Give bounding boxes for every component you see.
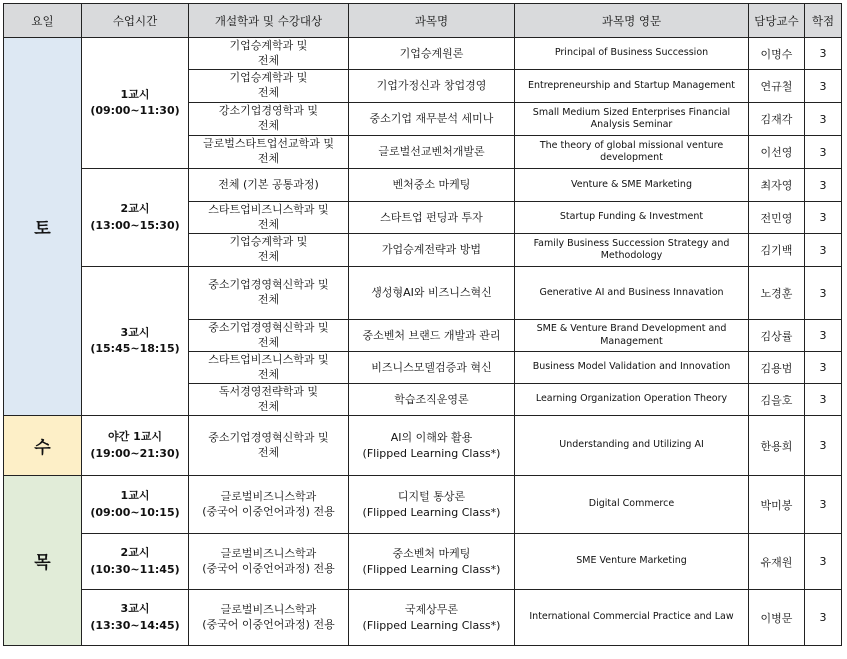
dept-cell-text: 전체 [257,53,280,67]
dept-cell-text: 중소기업경영혁신학과 및 [208,320,329,334]
header-professor: 담당교수 [749,4,805,38]
credit-cell-text: 3 [819,329,827,342]
time-slot [82,476,189,534]
course-name-cell-text: 중소벤처 마케팅 [392,546,471,560]
dept-cell-text: 전체 [257,86,280,99]
dept-cell [189,267,349,320]
course-name-cell-text: 벤처중소 마케팅 [392,178,471,192]
course-name-cell-text: 생성형AI와 비즈니스혁신 [371,286,492,300]
table-row [4,590,842,646]
dept-cell-text: (중국어 이중언어과정) 전용 [202,617,335,631]
dept-cell-text: 독서경영전략학과 및 [218,384,319,398]
course-english-cell-text: Venture & SME Marketing [571,178,692,190]
professor-cell-text: 김을호 [760,393,793,407]
course-name-cell [349,320,515,352]
dept-cell-text: 전체 [257,152,280,165]
header-course-english: 과목명 영문 [515,4,749,38]
day-saturday: 토 [4,38,82,416]
course-name-cell-text: AI의 이해와 활용 [390,430,473,444]
header-course: 과목명 [349,4,515,38]
dept-cell-text: (중국어 이중언어과정) 전용 [202,504,335,518]
dept-cell [189,476,349,534]
dept-cell-text: 기업승계학과 및 [229,38,308,52]
credit-cell-text: 3 [819,243,827,257]
course-english-cell-text: The theory of global missional venture [539,139,724,151]
course-name-cell [349,476,515,534]
professor-cell [749,416,805,476]
table-row [4,476,842,534]
time-range: (13:00~15:30) [90,218,180,232]
dept-cell [189,70,349,103]
credit-cell [805,103,842,136]
day-thursday: 목 [4,476,82,646]
credit-cell-text: 3 [819,211,827,224]
course-english-cell-text: Entrepreneurship and Startup Management [527,79,736,91]
professor-cell [749,534,805,590]
credit-cell-text: 3 [819,145,827,159]
dept-cell-text: 전체 [257,250,280,263]
credit-cell [805,267,842,320]
time-range: (13:30~14:45) [90,618,180,632]
table-row [4,169,842,202]
time-label: 3교시 [120,325,150,339]
table-row [4,534,842,590]
credit-cell-text: 3 [819,555,827,568]
course-name-cell [349,590,515,646]
credit-cell [805,384,842,416]
credit-cell [805,38,842,70]
course-english-cell-text: development [600,152,663,163]
time-label: 야간 1교시 [108,430,162,443]
course-english-cell-text: Family Business Succession Strategy and [533,237,730,249]
credit-cell [805,70,842,103]
dept-cell-text: 전체 [257,367,280,381]
dept-cell-text: 중소기업경영혁신학과 및 [208,278,329,292]
professor-cell-text: 이병문 [760,611,793,625]
course-english-cell-text: Startup Funding & Investment [559,211,704,223]
course-name-cell [349,234,515,267]
professor-cell-text: 이선영 [760,146,793,159]
professor-cell [749,384,805,416]
dept-cell [189,590,349,646]
time-label: 3교시 [120,602,150,615]
course-english-cell-text: Management [600,335,663,347]
course-english-cell-text: Digital Commerce [588,498,675,510]
dept-cell-text: 전체 [257,293,280,306]
course-name-cell [349,267,515,320]
credit-cell-text: 3 [819,393,827,406]
header-time: 수업시간 [82,4,189,38]
course-english-cell-text: SME Venture Marketing [576,555,687,567]
table-row [4,416,842,476]
credit-cell-text: 3 [819,178,827,192]
course-name-cell-text: 기업가정신과 창업경영 [376,79,487,93]
dept-cell-text: 전체 [257,335,280,349]
time-range: (19:00~21:30) [90,446,180,460]
professor-cell-text: 박미봉 [760,498,793,512]
professor-cell [749,38,805,70]
professor-cell [749,476,805,534]
course-english-cell-text: SME & Venture Brand Development and [536,323,727,335]
course-english-cell [515,590,749,646]
professor-cell-text: 전민영 [760,211,793,225]
time-slot [82,534,189,590]
credit-cell-text: 3 [819,361,827,374]
professor-cell [749,202,805,234]
course-name-cell-text: 중소벤처 브랜드 개발과 관리 [362,328,501,342]
time-label: 2교시 [120,202,150,215]
course-name-cell-text: 기업승계원론 [399,46,464,60]
dept-cell-text: 중소기업경영혁신학과 및 [208,430,329,444]
time-range: (09:00~10:15) [90,505,180,519]
course-english-cell [515,416,749,476]
credit-cell [805,476,842,534]
time-range: (09:00~11:30) [90,104,180,117]
course-english-cell [515,70,749,103]
course-name-cell [349,38,515,70]
credit-cell-text: 3 [819,611,827,624]
course-english-cell-text: Analysis Seminar [590,119,673,130]
credit-cell [805,136,842,169]
header-dept: 개설학과 및 수강대상 [189,4,349,38]
table-row [4,267,842,320]
professor-cell-text: 연규철 [760,80,793,93]
credit-cell [805,202,842,234]
dept-cell [189,202,349,234]
course-english-cell [515,384,749,416]
dept-cell [189,352,349,384]
time-label: 2교시 [120,546,150,559]
professor-cell [749,352,805,384]
course-name-cell-text: (Flipped Learning Class*) [362,562,501,576]
credit-cell-text: 3 [819,47,827,60]
time-range: (15:45~18:15) [90,342,180,355]
course-english-cell [515,476,749,534]
course-schedule-table [3,3,842,646]
course-name-cell [349,103,515,136]
dept-cell-text: (중국어 이중언어과정) 전용 [202,561,335,575]
course-name-cell-text: (Flipped Learning Class*) [362,618,501,632]
course-english-cell [515,320,749,352]
course-english-cell-text: Generative AI and Business Innavation [539,286,724,298]
professor-cell-text: 김상률 [760,329,793,343]
time-slot [82,590,189,646]
course-english-cell [515,352,749,384]
dept-cell-text: 글로벌비즈니스학과 [220,602,317,616]
credit-cell-text: 3 [819,439,827,452]
dept-cell [189,136,349,169]
course-english-cell [515,534,749,590]
dept-cell [189,234,349,267]
professor-cell-text: 노경훈 [760,287,793,300]
course-name-cell [349,416,515,476]
course-name-cell-text: 학습조직운영론 [394,392,469,406]
dept-cell-text: 전체 [257,217,280,231]
course-name-cell [349,534,515,590]
dept-cell-text: 글로벌스타트업선교학과 및 [202,137,334,151]
professor-cell-text: 김기백 [760,244,793,257]
course-english-cell-text: Understanding and Utilizing AI [559,439,704,451]
credit-cell-text: 3 [819,112,827,126]
dept-cell-text: 기업승계학과 및 [229,71,308,85]
dept-cell-text: 전체 [257,445,280,459]
credit-cell-text: 3 [819,498,827,511]
credit-cell-text: 3 [819,286,827,300]
course-name-cell [349,202,515,234]
credit-cell [805,320,842,352]
course-english-cell-text: Learning Organization Operation Theory [535,393,728,405]
professor-cell [749,169,805,202]
professor-cell [749,103,805,136]
professor-cell-text: 한용희 [760,439,793,453]
course-english-cell-text: Small Medium Sized Enterprises Financial [532,106,731,118]
header-row [4,4,842,38]
course-english-cell-text: Principal of Business Succession [554,47,709,59]
dept-cell-text: 기업승계학과 및 [229,235,308,249]
professor-cell-text: 유재원 [760,555,793,569]
course-english-cell-text: International Commercial Practice and Law [529,611,734,623]
course-name-cell-text: 국제상무론 [404,602,459,616]
credit-cell [805,534,842,590]
dept-cell-text: 전체 [257,399,280,413]
dept-cell-text: 글로벌비즈니스학과 [220,489,317,503]
day-wednesday: 수 [4,416,82,476]
course-english-cell [515,38,749,70]
dept-cell [189,103,349,136]
dept-cell [189,384,349,416]
course-english-cell [515,202,749,234]
dept-cell [189,169,349,202]
time-slot [82,169,189,267]
credit-cell [805,416,842,476]
course-name-cell-text: (Flipped Learning Class*) [362,446,501,460]
time-slot [82,267,189,416]
professor-cell [749,70,805,103]
dept-cell-text: 글로벌비즈니스학과 [220,546,317,560]
course-english-cell [515,234,749,267]
time-range: (10:30~11:45) [90,562,180,576]
table-row [4,38,842,70]
course-name-cell-text: 비즈니스모델검증과 혁신 [371,360,492,374]
dept-cell [189,320,349,352]
time-slot [82,416,189,476]
header-day: 요일 [4,4,82,38]
course-name-cell-text: 글로벌선교벤처개발론 [378,145,485,159]
dept-cell [189,38,349,70]
dept-cell-text: 강소기업경영학과 및 [218,104,319,118]
credit-cell-text: 3 [819,79,827,93]
course-english-cell [515,169,749,202]
course-english-cell-text: Methodology [600,250,663,261]
dept-cell-text: 스타트업비즈니스학과 및 [208,202,329,216]
header-credit: 학점 [805,4,842,38]
course-english-cell [515,267,749,320]
credit-cell [805,352,842,384]
course-name-cell-text: 디지털 통상론 [397,489,466,503]
course-english-cell [515,136,749,169]
course-name-cell-text: (Flipped Learning Class*) [362,505,501,519]
credit-cell [805,590,842,646]
course-english-cell [515,103,749,136]
course-name-cell [349,169,515,202]
professor-cell [749,267,805,320]
course-name-cell-text: 가업승계전략과 방법 [381,243,482,257]
course-name-cell [349,384,515,416]
dept-cell [189,416,349,476]
credit-cell [805,169,842,202]
professor-cell-text: 최자영 [760,179,793,192]
professor-cell [749,320,805,352]
course-name-cell-text: 스타트업 펀딩과 투자 [380,210,483,224]
time-label: 1교시 [120,87,150,101]
course-english-cell-text: Business Model Validation and Innovation [532,361,731,373]
professor-cell [749,234,805,267]
course-name-cell [349,352,515,384]
dept-cell-text: 전체 [257,119,280,132]
course-name-cell [349,70,515,103]
course-name-cell [349,136,515,169]
professor-cell-text: 김재각 [760,113,793,126]
professor-cell-text: 김용범 [760,361,793,375]
professor-cell [749,136,805,169]
time-slot [82,38,189,169]
dept-cell-text: 스타트업비즈니스학과 및 [208,352,329,366]
professor-cell-text: 이명수 [760,47,793,61]
dept-cell [189,534,349,590]
credit-cell [805,234,842,267]
dept-cell-text: 전체 (기본 공통과정) [218,177,319,191]
course-name-cell-text: 중소기업 재무분석 세미나 [369,112,494,126]
time-label: 1교시 [120,489,150,502]
professor-cell [749,590,805,646]
